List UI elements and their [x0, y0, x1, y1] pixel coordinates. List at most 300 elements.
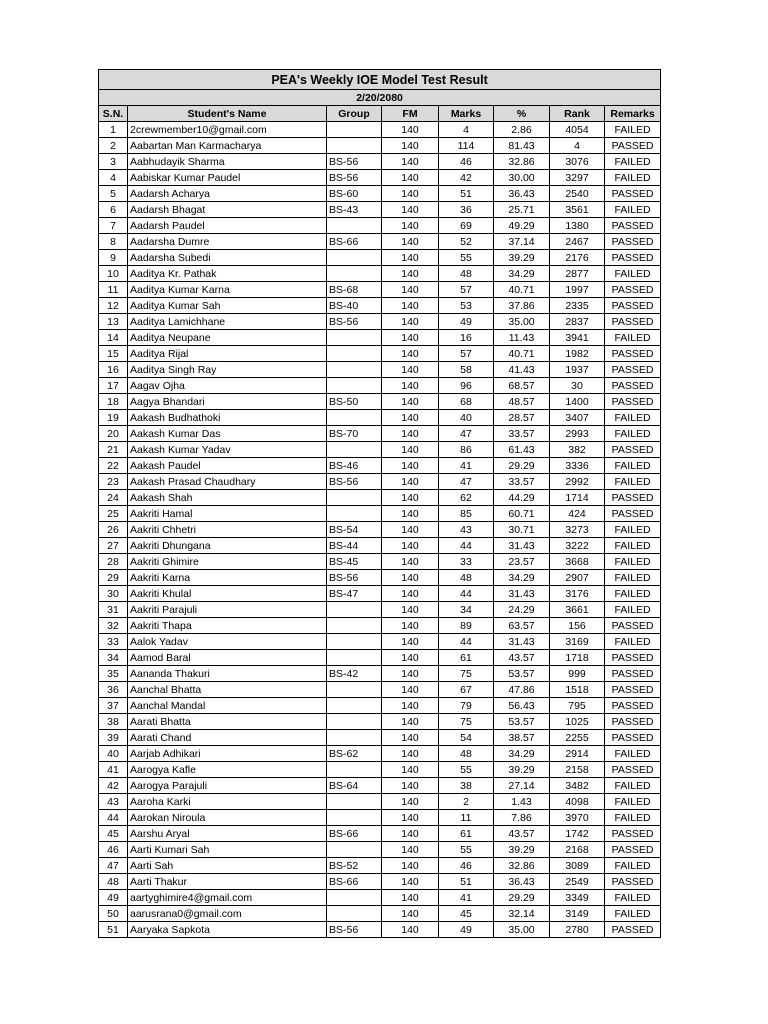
cell-fm: 140 [382, 778, 439, 794]
cell-group [327, 730, 382, 746]
cell-sn: 50 [99, 906, 128, 922]
cell-group: BS-60 [327, 186, 382, 202]
cell-sn: 19 [99, 410, 128, 426]
cell-group [327, 378, 382, 394]
cell-group [327, 618, 382, 634]
cell-fm: 140 [382, 570, 439, 586]
table-row [99, 346, 661, 362]
cell-marks: 44 [439, 586, 494, 602]
cell-rank: 1982 [550, 346, 605, 362]
cell-marks: 69 [439, 218, 494, 234]
cell-group: BS-66 [327, 826, 382, 842]
table-row [99, 170, 661, 186]
cell-rank: 2176 [550, 250, 605, 266]
cell-percent: 31.43 [494, 538, 550, 554]
cell-rank: 3336 [550, 458, 605, 474]
cell-sn: 46 [99, 842, 128, 858]
cell-remarks: PASSED [605, 762, 661, 778]
cell-fm: 140 [382, 314, 439, 330]
cell-marks: 85 [439, 506, 494, 522]
cell-student-name: Aarokan Niroula [128, 810, 327, 826]
cell-remarks: PASSED [605, 922, 661, 938]
cell-fm: 140 [382, 362, 439, 378]
cell-percent: 37.14 [494, 234, 550, 250]
cell-sn: 2 [99, 138, 128, 154]
cell-percent: 32.86 [494, 858, 550, 874]
cell-percent: 33.57 [494, 426, 550, 442]
cell-fm: 140 [382, 890, 439, 906]
header-sn: S.N. [99, 106, 128, 122]
cell-percent: 29.29 [494, 890, 550, 906]
cell-student-name: 2crewmember10@gmail.com [128, 122, 327, 138]
cell-fm: 140 [382, 746, 439, 762]
cell-group [327, 362, 382, 378]
cell-marks: 41 [439, 890, 494, 906]
cell-remarks: PASSED [605, 826, 661, 842]
cell-percent: 53.57 [494, 714, 550, 730]
cell-fm: 140 [382, 506, 439, 522]
cell-fm: 140 [382, 250, 439, 266]
table-row [99, 266, 661, 282]
cell-marks: 46 [439, 858, 494, 874]
table-row [99, 650, 661, 666]
table-row [99, 874, 661, 890]
header-fm: FM [382, 106, 439, 122]
cell-percent: 30.00 [494, 170, 550, 186]
cell-remarks: PASSED [605, 298, 661, 314]
cell-percent: 2.86 [494, 122, 550, 138]
cell-student-name: Aarti Sah [128, 858, 327, 874]
cell-percent: 61.43 [494, 442, 550, 458]
cell-percent: 34.29 [494, 570, 550, 586]
cell-marks: 53 [439, 298, 494, 314]
cell-fm: 140 [382, 346, 439, 362]
cell-remarks: PASSED [605, 282, 661, 298]
cell-fm: 140 [382, 186, 439, 202]
table-row [99, 746, 661, 762]
cell-sn: 31 [99, 602, 128, 618]
cell-student-name: aarusrana0@gmail.com [128, 906, 327, 922]
cell-remarks: PASSED [605, 394, 661, 410]
cell-student-name: Aakash Shah [128, 490, 327, 506]
cell-marks: 2 [439, 794, 494, 810]
cell-remarks: PASSED [605, 650, 661, 666]
cell-rank: 2335 [550, 298, 605, 314]
cell-group [327, 602, 382, 618]
cell-sn: 8 [99, 234, 128, 250]
cell-sn: 38 [99, 714, 128, 730]
cell-rank: 1400 [550, 394, 605, 410]
cell-remarks: FAILED [605, 858, 661, 874]
cell-group [327, 218, 382, 234]
cell-remarks: FAILED [605, 458, 661, 474]
table-row [99, 778, 661, 794]
cell-sn: 15 [99, 346, 128, 362]
cell-student-name: Aaditya Lamichhane [128, 314, 327, 330]
table-row [99, 122, 661, 138]
cell-percent: 49.29 [494, 218, 550, 234]
table-row [99, 922, 661, 938]
cell-remarks: FAILED [605, 474, 661, 490]
cell-remarks: PASSED [605, 874, 661, 890]
cell-percent: 36.43 [494, 874, 550, 890]
cell-student-name: Aaroha Karki [128, 794, 327, 810]
date-row [99, 90, 661, 106]
cell-percent: 30.71 [494, 522, 550, 538]
cell-student-name: Aakriti Parajuli [128, 602, 327, 618]
cell-sn: 47 [99, 858, 128, 874]
cell-student-name: Aarshu Aryal [128, 826, 327, 842]
cell-rank: 3561 [550, 202, 605, 218]
cell-marks: 48 [439, 746, 494, 762]
cell-percent: 43.57 [494, 826, 550, 842]
cell-group: BS-47 [327, 586, 382, 602]
cell-group [327, 634, 382, 650]
cell-remarks: PASSED [605, 682, 661, 698]
table-row [99, 186, 661, 202]
cell-remarks: PASSED [605, 666, 661, 682]
cell-rank: 1742 [550, 826, 605, 842]
cell-group [327, 890, 382, 906]
cell-marks: 57 [439, 346, 494, 362]
table-row [99, 762, 661, 778]
cell-group: BS-44 [327, 538, 382, 554]
cell-marks: 4 [439, 122, 494, 138]
cell-student-name: Aakash Kumar Das [128, 426, 327, 442]
table-row [99, 378, 661, 394]
cell-marks: 38 [439, 778, 494, 794]
cell-student-name: Aakriti Chhetri [128, 522, 327, 538]
cell-student-name: Aalok Yadav [128, 634, 327, 650]
cell-student-name: Aadarsh Acharya [128, 186, 327, 202]
cell-group: BS-52 [327, 858, 382, 874]
cell-group: BS-45 [327, 554, 382, 570]
cell-fm: 140 [382, 826, 439, 842]
cell-fm: 140 [382, 282, 439, 298]
cell-sn: 1 [99, 122, 128, 138]
header-marks: Marks [439, 106, 494, 122]
cell-student-name: Aaditya Kumar Sah [128, 298, 327, 314]
table-row [99, 522, 661, 538]
cell-marks: 61 [439, 650, 494, 666]
cell-sn: 21 [99, 442, 128, 458]
cell-percent: 39.29 [494, 842, 550, 858]
cell-student-name: Aakriti Ghimire [128, 554, 327, 570]
cell-remarks: PASSED [605, 698, 661, 714]
cell-fm: 140 [382, 810, 439, 826]
cell-rank: 2907 [550, 570, 605, 586]
cell-student-name: Aakash Prasad Chaudhary [128, 474, 327, 490]
cell-fm: 140 [382, 170, 439, 186]
cell-marks: 52 [439, 234, 494, 250]
table-row [99, 506, 661, 522]
cell-group: BS-56 [327, 570, 382, 586]
cell-rank: 2467 [550, 234, 605, 250]
cell-group [327, 410, 382, 426]
cell-sn: 9 [99, 250, 128, 266]
cell-remarks: FAILED [605, 170, 661, 186]
cell-group: BS-68 [327, 282, 382, 298]
cell-marks: 47 [439, 474, 494, 490]
cell-percent: 40.71 [494, 346, 550, 362]
cell-student-name: Aanchal Mandal [128, 698, 327, 714]
header-row [99, 106, 661, 122]
cell-group: BS-64 [327, 778, 382, 794]
cell-fm: 140 [382, 794, 439, 810]
cell-remarks: FAILED [605, 890, 661, 906]
cell-remarks: FAILED [605, 266, 661, 282]
header-rank: Rank [550, 106, 605, 122]
cell-sn: 24 [99, 490, 128, 506]
cell-student-name: Aarti Thakur [128, 874, 327, 890]
cell-remarks: FAILED [605, 154, 661, 170]
cell-student-name: Aaryaka Sapkota [128, 922, 327, 938]
cell-student-name: Aakash Paudel [128, 458, 327, 474]
cell-marks: 62 [439, 490, 494, 506]
cell-marks: 54 [439, 730, 494, 746]
cell-remarks: FAILED [605, 634, 661, 650]
cell-percent: 48.57 [494, 394, 550, 410]
cell-sn: 6 [99, 202, 128, 218]
cell-group: BS-54 [327, 522, 382, 538]
table-row [99, 154, 661, 170]
cell-marks: 89 [439, 618, 494, 634]
cell-remarks: FAILED [605, 538, 661, 554]
cell-sn: 49 [99, 890, 128, 906]
table-row [99, 218, 661, 234]
cell-student-name: Aamod Baral [128, 650, 327, 666]
cell-rank: 2540 [550, 186, 605, 202]
cell-sn: 7 [99, 218, 128, 234]
cell-student-name: Aanchal Bhatta [128, 682, 327, 698]
table-row [99, 602, 661, 618]
cell-remarks: FAILED [605, 202, 661, 218]
table-row [99, 794, 661, 810]
title-row [99, 70, 661, 90]
cell-percent: 28.57 [494, 410, 550, 426]
cell-student-name: Aakriti Thapa [128, 618, 327, 634]
cell-student-name: Aakash Budhathoki [128, 410, 327, 426]
cell-remarks: PASSED [605, 234, 661, 250]
cell-rank: 2837 [550, 314, 605, 330]
cell-percent: 60.71 [494, 506, 550, 522]
cell-group: BS-43 [327, 202, 382, 218]
cell-marks: 68 [439, 394, 494, 410]
cell-rank: 2255 [550, 730, 605, 746]
cell-student-name: Aadarsh Paudel [128, 218, 327, 234]
cell-fm: 140 [382, 650, 439, 666]
cell-percent: 35.00 [494, 922, 550, 938]
table-row [99, 442, 661, 458]
cell-sn: 5 [99, 186, 128, 202]
cell-remarks: PASSED [605, 186, 661, 202]
cell-percent: 63.57 [494, 618, 550, 634]
cell-group [327, 138, 382, 154]
cell-percent: 41.43 [494, 362, 550, 378]
cell-student-name: Aadarsha Dumre [128, 234, 327, 250]
cell-remarks: PASSED [605, 730, 661, 746]
cell-percent: 31.43 [494, 634, 550, 650]
cell-sn: 48 [99, 874, 128, 890]
cell-marks: 44 [439, 538, 494, 554]
cell-student-name: Aabartan Man Karmacharya [128, 138, 327, 154]
cell-rank: 3273 [550, 522, 605, 538]
cell-sn: 28 [99, 554, 128, 570]
cell-percent: 68.57 [494, 378, 550, 394]
cell-rank: 3297 [550, 170, 605, 186]
cell-fm: 140 [382, 602, 439, 618]
cell-rank: 3222 [550, 538, 605, 554]
cell-fm: 140 [382, 266, 439, 282]
cell-group [327, 906, 382, 922]
cell-fm: 140 [382, 122, 439, 138]
cell-percent: 44.29 [494, 490, 550, 506]
cell-fm: 140 [382, 730, 439, 746]
cell-sn: 13 [99, 314, 128, 330]
cell-group [327, 698, 382, 714]
cell-marks: 45 [439, 906, 494, 922]
table-row [99, 330, 661, 346]
cell-remarks: PASSED [605, 314, 661, 330]
cell-marks: 46 [439, 154, 494, 170]
cell-group [327, 794, 382, 810]
cell-fm: 140 [382, 554, 439, 570]
cell-group [327, 346, 382, 362]
table-row [99, 586, 661, 602]
cell-fm: 140 [382, 474, 439, 490]
table-row [99, 714, 661, 730]
cell-group: BS-40 [327, 298, 382, 314]
cell-percent: 39.29 [494, 762, 550, 778]
cell-sn: 26 [99, 522, 128, 538]
cell-sn: 36 [99, 682, 128, 698]
cell-marks: 44 [439, 634, 494, 650]
cell-rank: 424 [550, 506, 605, 522]
cell-marks: 48 [439, 266, 494, 282]
cell-sn: 4 [99, 170, 128, 186]
cell-rank: 156 [550, 618, 605, 634]
cell-rank: 1937 [550, 362, 605, 378]
cell-rank: 2549 [550, 874, 605, 890]
cell-marks: 48 [439, 570, 494, 586]
cell-group [327, 762, 382, 778]
table-row [99, 826, 661, 842]
cell-percent: 7.86 [494, 810, 550, 826]
table-row [99, 554, 661, 570]
cell-group [327, 506, 382, 522]
cell-fm: 140 [382, 666, 439, 682]
cell-rank: 3149 [550, 906, 605, 922]
cell-remarks: FAILED [605, 794, 661, 810]
cell-student-name: Aarati Chand [128, 730, 327, 746]
cell-group: BS-42 [327, 666, 382, 682]
test-date: 2/20/2080 [99, 90, 661, 106]
cell-marks: 114 [439, 138, 494, 154]
table-row [99, 474, 661, 490]
cell-group [327, 266, 382, 282]
table-row [99, 618, 661, 634]
cell-sn: 35 [99, 666, 128, 682]
cell-remarks: PASSED [605, 618, 661, 634]
cell-fm: 140 [382, 698, 439, 714]
cell-fm: 140 [382, 378, 439, 394]
cell-fm: 140 [382, 842, 439, 858]
cell-marks: 11 [439, 810, 494, 826]
cell-fm: 140 [382, 762, 439, 778]
table-row [99, 426, 661, 442]
cell-student-name: Aaditya Kr. Pathak [128, 266, 327, 282]
cell-rank: 382 [550, 442, 605, 458]
cell-student-name: Aaditya Singh Ray [128, 362, 327, 378]
cell-group: BS-56 [327, 314, 382, 330]
cell-student-name: Aaditya Neupane [128, 330, 327, 346]
cell-marks: 61 [439, 826, 494, 842]
cell-remarks: FAILED [605, 554, 661, 570]
cell-remarks: FAILED [605, 570, 661, 586]
cell-sn: 32 [99, 618, 128, 634]
table-row [99, 458, 661, 474]
cell-fm: 140 [382, 618, 439, 634]
cell-marks: 41 [439, 458, 494, 474]
cell-fm: 140 [382, 458, 439, 474]
cell-marks: 34 [439, 602, 494, 618]
cell-rank: 30 [550, 378, 605, 394]
cell-sn: 40 [99, 746, 128, 762]
cell-group: BS-56 [327, 922, 382, 938]
cell-fm: 140 [382, 682, 439, 698]
cell-rank: 3169 [550, 634, 605, 650]
cell-sn: 45 [99, 826, 128, 842]
cell-group [327, 490, 382, 506]
cell-rank: 3668 [550, 554, 605, 570]
table-row [99, 538, 661, 554]
cell-group [327, 810, 382, 826]
cell-percent: 33.57 [494, 474, 550, 490]
cell-rank: 3076 [550, 154, 605, 170]
cell-remarks: PASSED [605, 490, 661, 506]
cell-group: BS-66 [327, 874, 382, 890]
cell-fm: 140 [382, 906, 439, 922]
cell-rank: 3482 [550, 778, 605, 794]
cell-percent: 31.43 [494, 586, 550, 602]
cell-sn: 12 [99, 298, 128, 314]
cell-percent: 23.57 [494, 554, 550, 570]
cell-remarks: FAILED [605, 426, 661, 442]
cell-rank: 4 [550, 138, 605, 154]
table-row [99, 362, 661, 378]
cell-percent: 56.43 [494, 698, 550, 714]
cell-fm: 140 [382, 714, 439, 730]
cell-student-name: Aarogya Parajuli [128, 778, 327, 794]
cell-percent: 29.29 [494, 458, 550, 474]
cell-marks: 55 [439, 842, 494, 858]
cell-student-name: Aaditya Kumar Karna [128, 282, 327, 298]
cell-student-name: Aananda Thakuri [128, 666, 327, 682]
cell-group [327, 650, 382, 666]
cell-fm: 140 [382, 922, 439, 938]
cell-remarks: FAILED [605, 122, 661, 138]
cell-fm: 140 [382, 426, 439, 442]
cell-fm: 140 [382, 154, 439, 170]
cell-marks: 36 [439, 202, 494, 218]
cell-remarks: FAILED [605, 906, 661, 922]
cell-group: BS-56 [327, 474, 382, 490]
cell-group [327, 250, 382, 266]
cell-fm: 140 [382, 330, 439, 346]
cell-sn: 23 [99, 474, 128, 490]
cell-remarks: FAILED [605, 586, 661, 602]
cell-rank: 795 [550, 698, 605, 714]
